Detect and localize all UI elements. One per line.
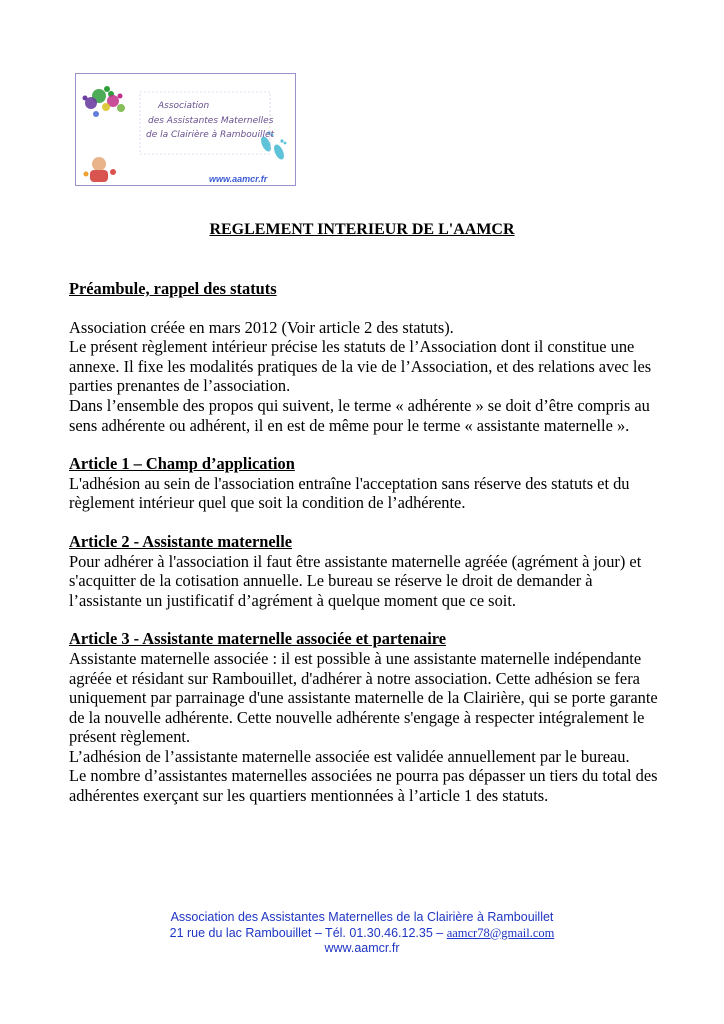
association-logo: [75, 73, 296, 186]
logo-url[interactable]: www.aamcr.fr: [209, 174, 268, 184]
article-3-paragraph-2: L’adhésion de l’assistante maternelle associée est validée annuellement par le bureau.: [69, 746, 630, 766]
article-2-paragraph: Pour adhérer à l'association il faut être assistante maternelle agréée (agrément à jour) et s'acquitter de la cotisation annuelle. Le bureau se réserve le droit de demander à l’assistante un justificatif d’agrément à quelque moment que ce soit.: [69, 551, 642, 610]
preamble-heading: Préambule, rappel des statuts: [69, 279, 277, 298]
footer-association-name: Association des Assistantes Maternelles de la Clairière à Rambouillet: [170, 910, 554, 924]
footer-address-phone: 21 rue du lac Rambouillet – Tél. 01.30.46.12.35 –: [169, 925, 447, 940]
child-figure-icon: [84, 157, 117, 182]
footer-email-link[interactable]: aamcr78@gmail.com: [446, 925, 555, 940]
preamble-paragraph-1: Association créée en mars 2012 (Voir article 2 des statuts).: [69, 317, 454, 337]
footer-website-link[interactable]: www.aamcr.fr: [324, 941, 400, 955]
page-footer: [0, 910, 724, 957]
article-3-paragraph-3: Le nombre d’assistantes maternelles associées ne pourra pas dépasser un tiers du total des adhérentes exerçant sur les quartiers mentionnées à l’article 1 des statuts.: [69, 766, 658, 806]
handprints-icon: [83, 86, 126, 117]
article-1-paragraph: L'adhésion au sein de l'association entraîne l'acceptation sans réserve des statuts et du règlement intérieur quel que soit la condition de l’adhérente.: [69, 473, 630, 513]
article-3-heading: Article 3 - Assistante maternelle associée et partenaire: [69, 629, 447, 649]
document-body: [69, 279, 659, 806]
logo-text-line2: des Assistantes Maternelles: [148, 116, 274, 126]
footer-address-line: [0, 926, 724, 942]
logo-text-line1: Association: [158, 101, 210, 111]
preamble-paragraph-3: Dans l’ensemble des propos qui suivent, le terme « adhérente » se doit d’être compris au sens adhérente ou adhérent, il en est de même pour le terme « assistante maternelle ».: [69, 395, 650, 435]
document-title: REGLEMENT INTERIEUR DE L'AAMCR: [209, 221, 515, 238]
logo-text-line3: de la Clairière à Rambouillet: [146, 130, 275, 140]
article-3-paragraph-1: Assistante maternelle associée : il est possible à une assistante maternelle indépendante agréée et résidant sur Rambouillet, d'adhérer à notre association. Cette adhésion se fera uniquement par parrainage d'une assistante maternelle de la Clairière, qui se porte garante de la nouvelle adhérente. Cette nouvelle adhérente s'engage à respecter intégralement le présent règlement.: [69, 648, 658, 747]
article-2-heading: Article 2 - Assistante maternelle: [69, 531, 293, 551]
article-1-heading: Article 1 – Champ d’application: [69, 454, 295, 474]
preamble-paragraph-2: Le présent règlement intérieur précise les statuts de l’Association dont il constitue une annexe. Il fixe les modalités pratiques de la vie de l’Association, et des relations avec les parties prenantes de l’association.: [69, 337, 652, 396]
